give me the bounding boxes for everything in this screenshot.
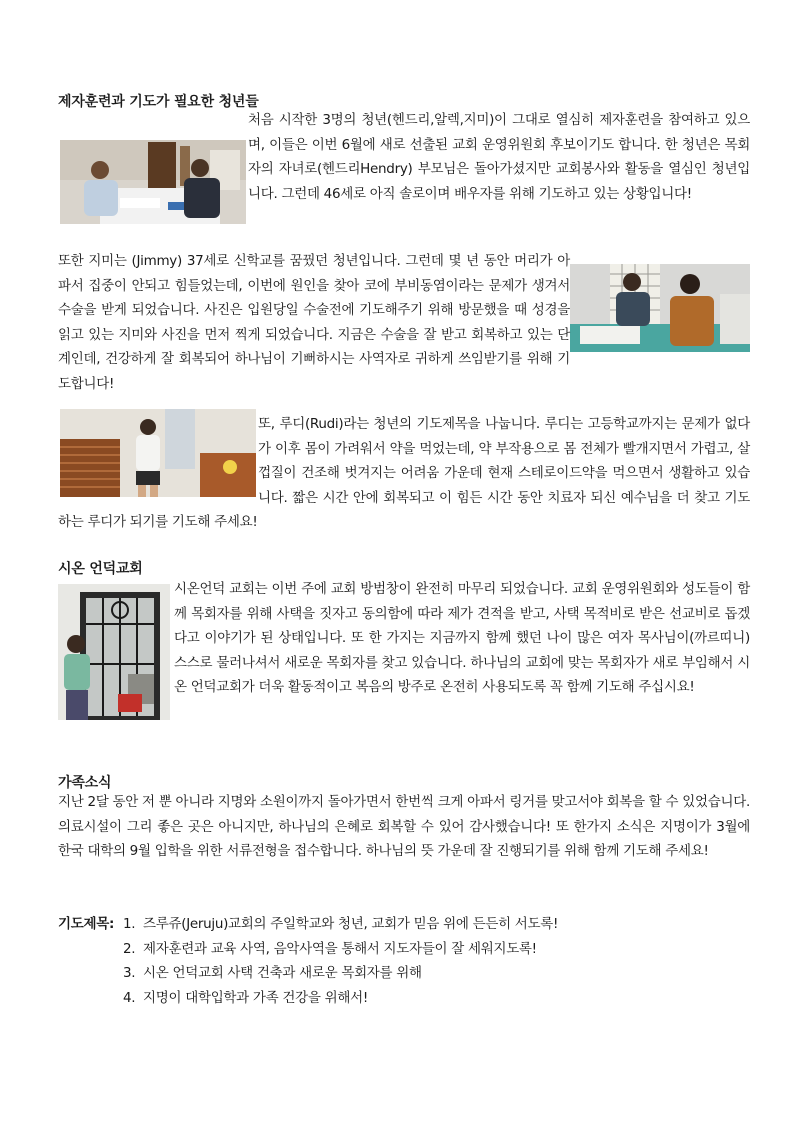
prayer-item: 2. 제자훈련과 교육 사역, 음악사역을 통해서 지도자들이 잘 세워지도록! — [123, 940, 537, 957]
prayer-item: 4. 지명이 대학입학과 가족 건강을 위해서! — [123, 989, 368, 1006]
section1-paragraph-3: 또, 루디(Rudi)라는 청년의 기도제목을 나눕니다. 루디는 고등학교까지는 문제가 없다가 이후 몸이 가려워서 약을 먹었는데, 약 부작용으로 몸 전체가 빨개지면서 가렵고, 살 껍질이 건조해 벗겨지는 어려움 가운데 현재 스테로이드약을 먹으면서 생활하고 있습니다. 짧은 시간 안에 회복되고 이 힘든 시간 동안 치료자 되신 예수님을 더 찾고 기도하는 루디가 되기를 기도해 주세요! — [58, 416, 750, 530]
prayer-label: 기도제목: — [58, 916, 115, 932]
section-title-family-news: 가족소식 — [58, 775, 112, 791]
section-title-zion-church: 시온 언덕교회 — [58, 561, 143, 577]
section1-paragraph-2: 또한 지미는 (Jimmy) 37세로 신학교를 꿈꿨던 청년입니다. 그런데 몇 년 동안 머리가 아파서 집중이 안되고 힘들었는데, 이번에 원인을 찾아 코에 부비동염이라는 문제가 생겨서 수술을 받게 되었습니다. 사진은 입원당일 수술전에 기도해주기 위해 방문했을 때 성경을 읽고 있는 지미와 사진을 먼저 찍게 되었습니다. 지금은 수술을 잘 받고 회복하고 있는 단계인데, 건강하게 잘 회복되어 하나님이 기뻐하시는 사역자로 귀하게 쓰임받기를 위해 기도합니다! — [58, 253, 570, 392]
prayer-item: 3. 시온 언덕교회 사택 건축과 새로운 목회자를 위해 — [123, 965, 422, 981]
section2-paragraph: 시온언덕 교회는 이번 주에 교회 방범창이 완전히 마무리 되었습니다. 교회 운영위원회와 성도들이 함께 목회자를 위해 사택을 짓자고 동의함에 따라 제가 견적을 받고, 사택 목적비로 받은 선교비로 돕겠다고 이야기가 된 상태입니다. 또 한 가지는 지금까지 함께 했던 나이 많은 여자 목사님이(까르띠니) 스스로 물러나셔서 새로운 목회자를 찾고 있습니다. 하나님의 교회에 맞는 목회자가 새로 부임해서 시온 언덕교회가 더욱 활동적이고 복음의 방주로 온전히 사용되도록 꼭 함께 기도해 주십시요! — [174, 581, 750, 695]
section1-paragraph-1: 처음 시작한 3명의 청년(헨드리,알렉,지미)이 그대로 열심히 제자훈련을 참여하고 있으며, 이들은 이번 6월에 새로 선출된 교회 운영위원회 후보이기도 합니다. 한 청년은 목회자의 자녀로(헨드리Hendry) 부모님은 돌아가셨지만 교회봉사와 활동을 열심인 청년입니다. 그런데 46세로 아직 솔로이며 배우자를 위해 기도하고 있는 상황입니다! — [248, 112, 750, 202]
section-title-discipleship: 제자훈련과 기도가 필요한 청년들 — [58, 94, 259, 110]
prayer-item: 1. 즈루쥬(Jeruju)교회의 주일학교와 청년, 교회가 믿음 위에 든든히 서도록! — [123, 916, 559, 932]
section3-paragraph: 지난 2달 동안 저 뿐 아니라 지명와 소원이까지 돌아가면서 한번씩 크게 아파서 링거를 맞고서야 회복을 할 수 있었습니다. 의료시설이 그리 좋은 곳은 아니지만, 하나님의 은혜로 회복할 수 있어 감사했습니다! 또 한가지 소식은 지명이가 3월에 한국 대학의 9월 입학을 위한 서류전형을 접수합니다. 하나님의 뜻 가운데 잘 진행되기를 위해 함께 기도해 주세요! — [58, 794, 750, 859]
jimmy-hospital-photo — [570, 264, 750, 352]
